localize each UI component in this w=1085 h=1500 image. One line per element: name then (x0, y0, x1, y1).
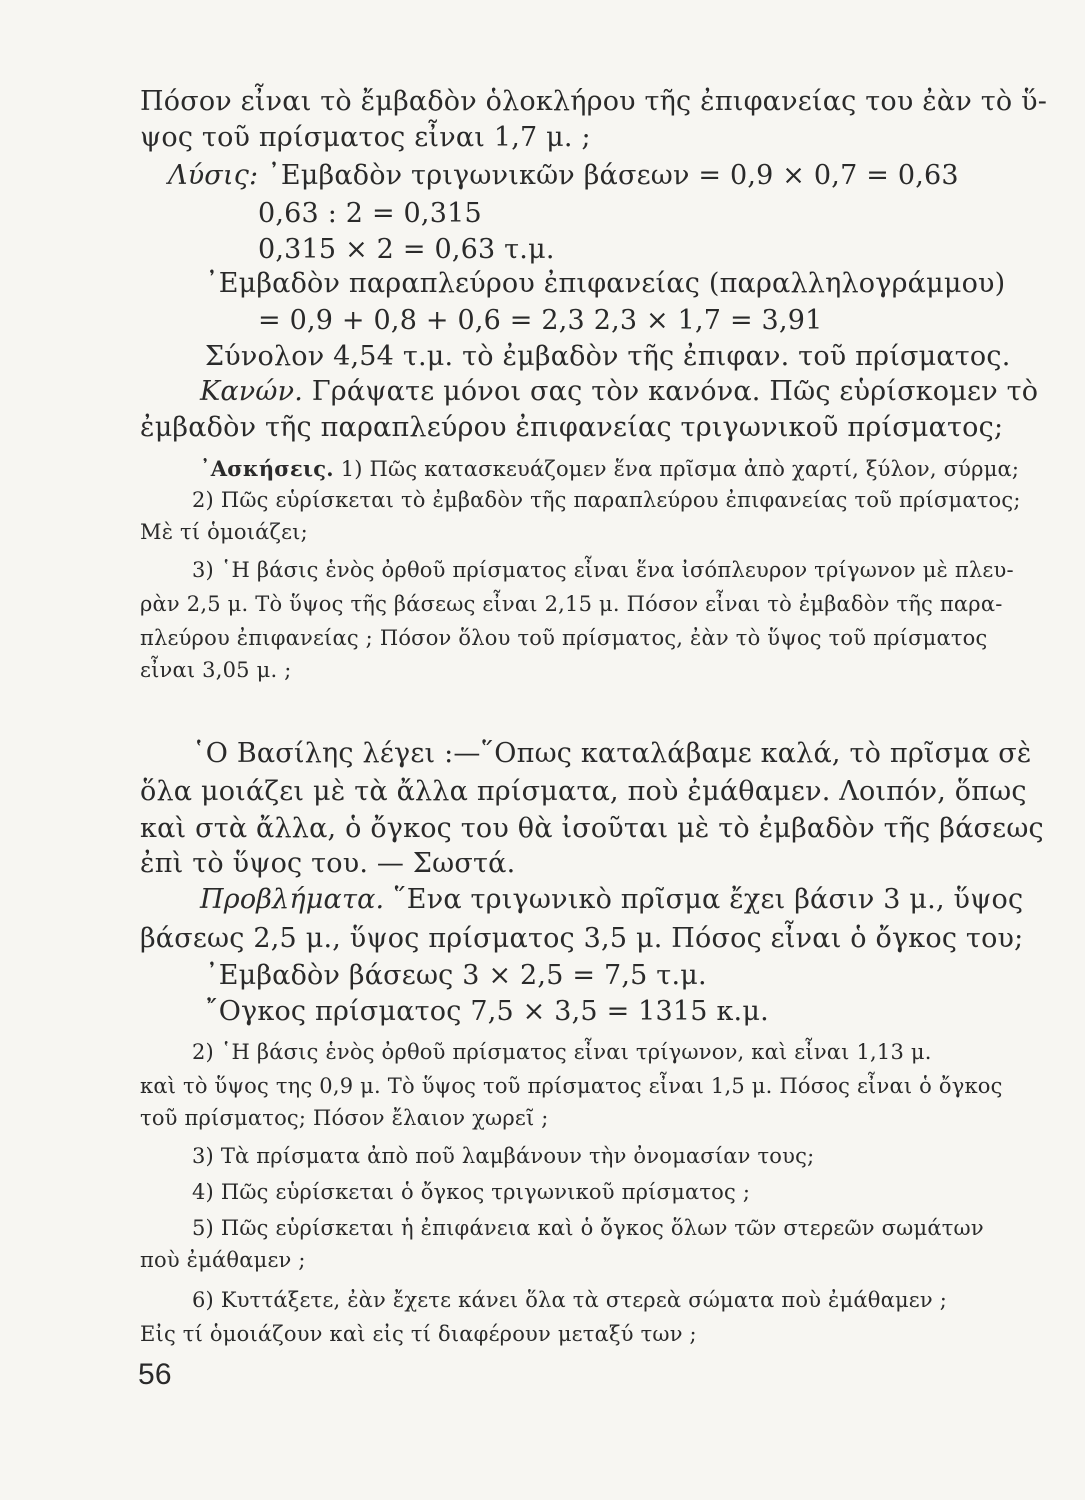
calc-line: 0,63 : 2 = 0,315 (258, 198, 482, 229)
text-line: ᾿Εμβαδὸν παραπλεύρου ἐπιφανείας (παραλληλογράμμου) (205, 268, 1006, 299)
exercise-line: ποὺ ἐμάθαμεν ; (140, 1248, 306, 1272)
text-line: βάσεως 2,5 μ., ὕψος πρίσματος 3,5 μ. Πόσος εἶναι ὁ ὄγκος του; (140, 923, 1024, 954)
solution-line (168, 162, 959, 189)
calc-line: = 0,9 + 0,8 + 0,6 = 2,3 2,3 × 1,7 = 3,91 (258, 305, 823, 336)
text-line: ῾Ο Βασίλης λέγει :—῞Οπως καταλάβαμε καλά, τὸ πρῖσμα σὲ (192, 738, 1032, 769)
exercise-line: 2) Πῶς εὑρίσκεται τὸ ἐμβαδὸν τῆς παραπλεύρου ἐπιφανείας τοῦ πρίσματος; (192, 488, 1021, 512)
exercise-line: 4) Πῶς εὑρίσκεται ὁ ὄγκος τριγωνικοῦ πρίσματος ; (192, 1180, 751, 1204)
calc-line: ῎Ογκος πρίσματος 7,5 × 3,5 = 1315 κ.μ. (205, 996, 769, 1027)
exercise-line: ρὰν 2,5 μ. Τὸ ὕψος τῆς βάσεως εἶναι 2,15 μ. Πόσον εἶναι τὸ ἐμβαδὸν τῆς παρα- (140, 592, 1003, 616)
exercise-line: Μὲ τί ὁμοιάζει; (140, 520, 308, 544)
exercises-label: ᾿Ασκήσεις. (200, 456, 334, 481)
exercise-line: 2) ῾Η βάσις ἑνὸς ὀρθοῦ πρίσματος εἶναι τρίγωνον, καὶ εἶναι 1,13 μ. (192, 1040, 932, 1064)
text-line: ψος τοῦ πρίσματος εἶναι 1,7 μ. ; (140, 122, 591, 153)
text-line: Σύνολον 4,54 τ.μ. τὸ ἐμβαδὸν τῆς ἐπιφαν. τοῦ πρίσματος. (205, 341, 1011, 372)
page-number: 56 (138, 1358, 172, 1391)
problems-text: ῞Ενα τριγωνικὸ πρῖσμα ἔχει βάσιν 3 μ., ὕψος (393, 884, 1024, 915)
calc-line: ᾿Εμβαδὸν βάσεως 3 × 2,5 = 7,5 τ.μ. (205, 960, 707, 991)
exercises-line (200, 458, 1019, 480)
exercise-line: 3) ῾Η βάσις ἑνὸς ὀρθοῦ πρίσματος εἶναι ἕνα ἰσόπλευρον τρίγωνον μὲ πλευ- (192, 558, 1014, 582)
rule-text: Γράψατε μόνοι σας τὸν κανόνα. Πῶς εὑρίσκομεν τὸ (311, 376, 1039, 407)
solution-label: Λύσις: (168, 160, 259, 191)
solution-text: ᾿Εμβαδὸν τριγωνικῶν βάσεων = 0,9 × 0,7 = 0,63 (267, 160, 959, 191)
text-line: ἐπὶ τὸ ὕψος του. — Σωστά. (140, 848, 516, 879)
exercise-line: 6) Κυττάξετε, ἐὰν ἔχετε κάνει ὅλα τὰ στερεὰ σώματα ποὺ ἐμάθαμεν ; (192, 1288, 948, 1312)
exercise-line: καὶ τὸ ὕψος της 0,9 μ. Τὸ ὕψος τοῦ πρίσματος εἶναι 1,5 μ. Πόσος εἶναι ὁ ὄγκος (140, 1074, 1003, 1098)
problems-line (200, 886, 1023, 913)
text-line: ὅλα μοιάζει μὲ τὰ ἄλλα πρίσματα, ποὺ ἐμάθαμεν. Λοιπόν, ὅπως (140, 776, 1027, 807)
exercise-line: τοῦ πρίσματος; Πόσον ἔλαιον χωρεῖ ; (140, 1106, 549, 1130)
exercise-line: 3) Τὰ πρίσματα ἀπὸ ποῦ λαμβάνουν τὴν ὀνομασίαν τους; (192, 1144, 815, 1168)
text-line: ἐμβαδὸν τῆς παραπλεύρου ἐπιφανείας τριγωνικοῦ πρίσματος; (140, 412, 1004, 443)
rule-line (200, 378, 1038, 405)
problems-label: Προβλήματα. (200, 884, 385, 915)
calc-line: 0,315 × 2 = 0,63 τ.μ. (258, 234, 555, 265)
text-line: καὶ στὰ ἄλλα, ὁ ὄγκος του θὰ ἰσοῦται μὲ τὸ ἐμβαδὸν τῆς βάσεως (140, 813, 1044, 844)
exercise-line: Εἰς τί ὁμοιάζουν καὶ εἰς τί διαφέρουν μεταξύ των ; (140, 1322, 697, 1346)
exercise-line: πλεύρου ἐπιφανείας ; Πόσον ὅλου τοῦ πρίσματος, ἐὰν τὸ ὕψος τοῦ πρίσματος (140, 626, 988, 650)
text-line: Πόσον εἶναι τὸ ἔμβαδὸν ὁλοκλήρου τῆς ἐπιφανείας του ἐὰν τὸ ὕ- (140, 86, 1048, 117)
exercise-text: 1) Πῶς κατασκευάζομεν ἕνα πρῖσμα ἀπὸ χαρτί, ξύλον, σύρμα; (340, 457, 1020, 481)
exercise-line: 5) Πῶς εὑρίσκεται ἡ ἐπιφάνεια καὶ ὁ ὄγκος ὅλων τῶν στερεῶν σωμάτων (192, 1216, 984, 1240)
rule-label: Κανών. (200, 376, 304, 407)
exercise-line: εἶναι 3,05 μ. ; (140, 658, 292, 682)
